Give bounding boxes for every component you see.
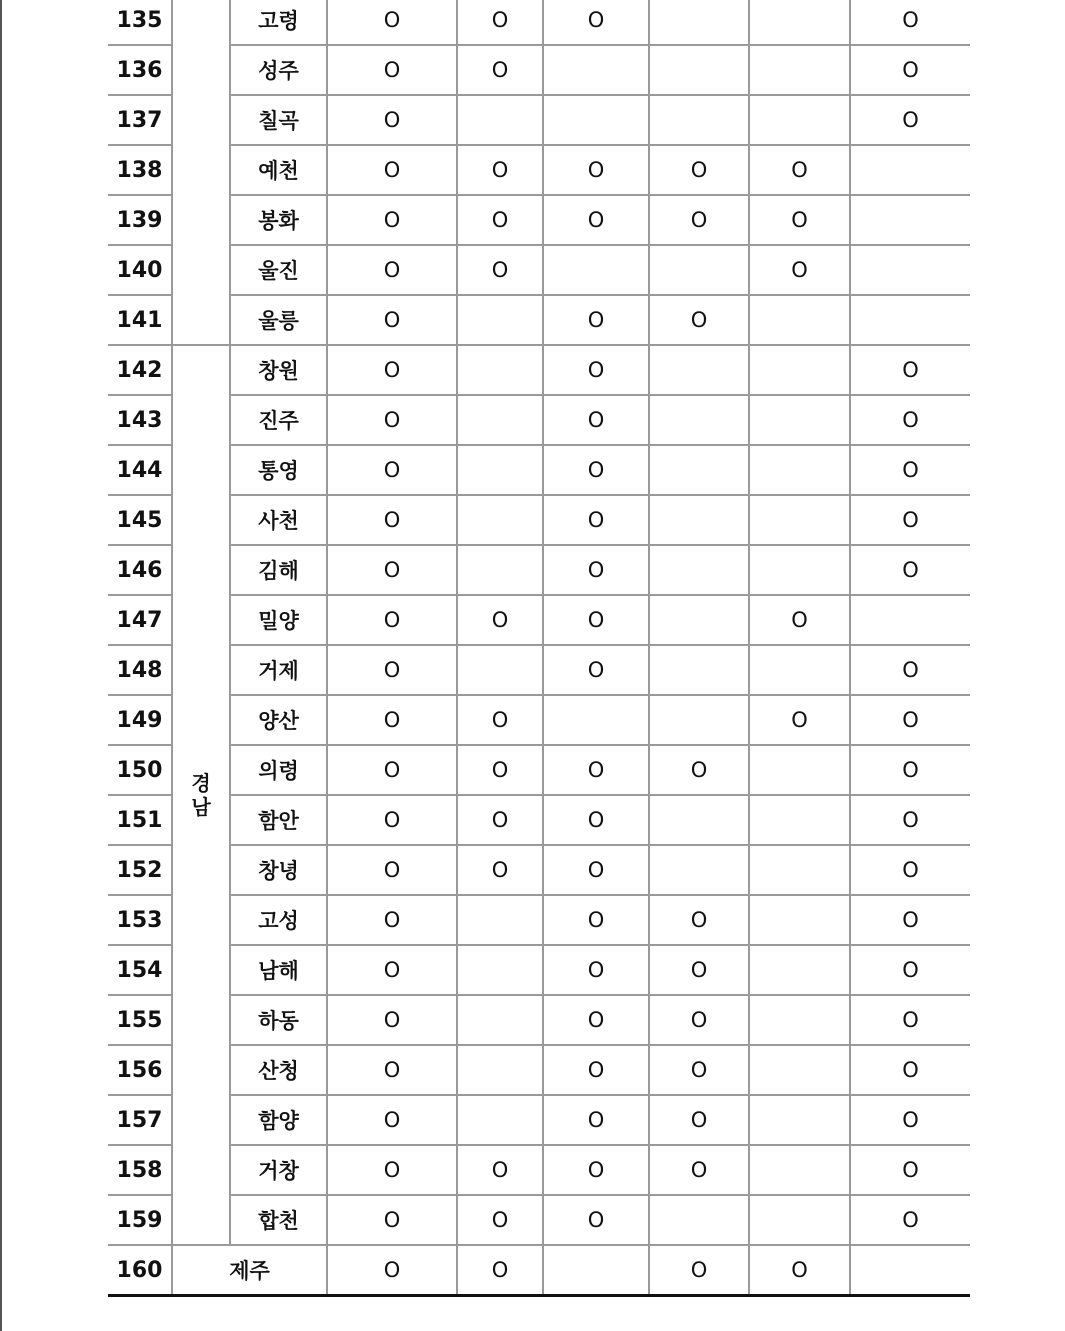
mark-cell: O (327, 795, 457, 845)
mark-cell: O (543, 1045, 649, 1095)
mark-cell (649, 845, 749, 895)
mark-cell: O (850, 0, 970, 45)
region-name: 울릉 (230, 295, 327, 345)
mark-cell: O (457, 195, 543, 245)
mark-cell: O (850, 1045, 970, 1095)
mark-cell: O (457, 845, 543, 895)
mark-cell: O (543, 0, 649, 45)
mark-cell: O (457, 0, 543, 45)
region-name: 사천 (230, 495, 327, 545)
mark-cell (850, 595, 970, 645)
mark-cell (749, 795, 850, 845)
mark-cell (749, 445, 850, 495)
region-name: 통영 (230, 445, 327, 495)
mark-cell (457, 995, 543, 1045)
mark-cell (543, 695, 649, 745)
mark-cell (749, 995, 850, 1045)
mark-cell (749, 745, 850, 795)
region-name: 울진 (230, 245, 327, 295)
table-row (108, 1145, 970, 1195)
mark-cell: O (850, 745, 970, 795)
mark-cell: O (543, 895, 649, 945)
mark-cell: O (850, 495, 970, 545)
table-row (108, 45, 970, 95)
table-row (108, 895, 970, 945)
row-number: 138 (108, 145, 172, 195)
mark-cell: O (649, 895, 749, 945)
mark-cell: O (457, 595, 543, 645)
mark-cell: O (649, 145, 749, 195)
table-row (108, 1045, 970, 1095)
table-row (108, 245, 970, 295)
mark-cell: O (543, 645, 649, 695)
mark-cell: O (649, 1145, 749, 1195)
mark-cell (749, 845, 850, 895)
mark-cell: O (850, 1145, 970, 1195)
region-name: 의령 (230, 745, 327, 795)
row-number: 147 (108, 595, 172, 645)
mark-cell: O (543, 145, 649, 195)
mark-cell: O (327, 895, 457, 945)
mark-cell: O (543, 395, 649, 445)
mark-cell: O (850, 1095, 970, 1145)
mark-cell (457, 95, 543, 145)
row-number: 142 (108, 345, 172, 395)
mark-cell: O (749, 195, 850, 245)
row-number: 157 (108, 1095, 172, 1145)
mark-cell (749, 0, 850, 45)
row-number: 139 (108, 195, 172, 245)
mark-cell (749, 295, 850, 345)
mark-cell (649, 495, 749, 545)
mark-cell: O (543, 195, 649, 245)
mark-cell: O (543, 1195, 649, 1245)
mark-cell (850, 195, 970, 245)
table-row (108, 345, 970, 395)
mark-cell: O (327, 1195, 457, 1245)
mark-cell (749, 895, 850, 945)
mark-cell (649, 0, 749, 45)
mark-cell: O (543, 345, 649, 395)
row-number: 144 (108, 445, 172, 495)
mark-cell (749, 395, 850, 445)
mark-cell (457, 945, 543, 995)
mark-cell: O (327, 345, 457, 395)
mark-cell: O (327, 245, 457, 295)
mark-cell: O (850, 1195, 970, 1245)
mark-cell (850, 295, 970, 345)
table-row (108, 845, 970, 895)
row-number: 151 (108, 795, 172, 845)
mark-cell: O (850, 895, 970, 945)
mark-cell: O (850, 945, 970, 995)
mark-cell (749, 45, 850, 95)
region-name: 합천 (230, 1195, 327, 1245)
row-number: 146 (108, 545, 172, 595)
row-number: 153 (108, 895, 172, 945)
mark-cell: O (543, 995, 649, 1045)
page-left-border (0, 0, 2, 1331)
region-name: 김해 (230, 545, 327, 595)
mark-cell (649, 545, 749, 595)
mark-cell: O (850, 45, 970, 95)
mark-cell: O (649, 945, 749, 995)
mark-cell (649, 795, 749, 845)
mark-cell: O (850, 845, 970, 895)
row-number: 160 (108, 1245, 172, 1296)
mark-cell: O (850, 95, 970, 145)
mark-cell: O (543, 745, 649, 795)
table-row (108, 445, 970, 495)
mark-cell: O (457, 745, 543, 795)
mark-cell (649, 1195, 749, 1245)
mark-cell (850, 1245, 970, 1296)
mark-cell: O (327, 45, 457, 95)
mark-cell: O (649, 1045, 749, 1095)
region-name: 고령 (230, 0, 327, 45)
table-row (108, 745, 970, 795)
region-name: 산청 (230, 1045, 327, 1095)
region-name: 창녕 (230, 845, 327, 895)
row-number: 143 (108, 395, 172, 445)
mark-cell (649, 445, 749, 495)
region-name: 진주 (230, 395, 327, 445)
mark-cell: O (327, 495, 457, 545)
table-row (108, 945, 970, 995)
region-name: 함안 (230, 795, 327, 845)
row-number: 158 (108, 1145, 172, 1195)
mark-cell (543, 95, 649, 145)
mark-cell: O (850, 695, 970, 745)
mark-cell: O (327, 1145, 457, 1195)
table-row (108, 545, 970, 595)
mark-cell: O (749, 695, 850, 745)
region-name: 하동 (230, 995, 327, 1045)
row-number: 156 (108, 1045, 172, 1095)
table-body (108, 0, 970, 1296)
table-row (108, 645, 970, 695)
table-row (108, 1195, 970, 1245)
mark-cell: O (649, 195, 749, 245)
mark-cell: O (649, 295, 749, 345)
table-row (108, 395, 970, 445)
mark-cell (649, 95, 749, 145)
table-row (108, 795, 970, 845)
mark-cell (649, 245, 749, 295)
mark-cell: O (457, 795, 543, 845)
mark-cell: O (327, 1045, 457, 1095)
row-number: 141 (108, 295, 172, 345)
region-name: 거제 (230, 645, 327, 695)
mark-cell (749, 1095, 850, 1145)
mark-cell: O (850, 645, 970, 695)
table-row (108, 695, 970, 745)
row-number: 145 (108, 495, 172, 545)
mark-cell: O (543, 1145, 649, 1195)
region-name: 봉화 (230, 195, 327, 245)
row-number: 137 (108, 95, 172, 145)
mark-cell: O (543, 845, 649, 895)
region-name: 고성 (230, 895, 327, 945)
row-number: 149 (108, 695, 172, 745)
mark-cell: O (850, 795, 970, 845)
mark-cell (457, 645, 543, 695)
region-name: 거창 (230, 1145, 327, 1195)
mark-cell (649, 695, 749, 745)
mark-cell: O (649, 1245, 749, 1296)
mark-cell: O (327, 845, 457, 895)
mark-cell (649, 345, 749, 395)
table-row (108, 995, 970, 1045)
mark-cell: O (543, 445, 649, 495)
mark-cell: O (327, 745, 457, 795)
row-number: 140 (108, 245, 172, 295)
region-name: 창원 (230, 345, 327, 395)
mark-cell (457, 1095, 543, 1145)
mark-cell: O (327, 645, 457, 695)
mark-cell (457, 545, 543, 595)
table-row (108, 95, 970, 145)
mark-cell: O (327, 545, 457, 595)
row-number: 152 (108, 845, 172, 895)
mark-cell (749, 1045, 850, 1095)
region-name: 함양 (230, 1095, 327, 1145)
mark-cell: O (543, 295, 649, 345)
mark-cell (649, 645, 749, 695)
mark-cell: O (850, 995, 970, 1045)
region-table (108, 0, 970, 1297)
mark-cell (749, 1195, 850, 1245)
row-number: 148 (108, 645, 172, 695)
mark-cell: O (850, 445, 970, 495)
mark-cell (749, 645, 850, 695)
mark-cell: O (327, 145, 457, 195)
mark-cell: O (327, 1095, 457, 1145)
mark-cell (649, 395, 749, 445)
mark-cell: O (543, 595, 649, 645)
mark-cell: O (649, 1095, 749, 1145)
mark-cell (457, 295, 543, 345)
table-row (108, 1095, 970, 1145)
mark-cell: O (457, 145, 543, 195)
region-name: 성주 (230, 45, 327, 95)
mark-cell: O (749, 1245, 850, 1296)
mark-cell (749, 545, 850, 595)
mark-cell: O (327, 95, 457, 145)
mark-cell (457, 345, 543, 395)
province-label: 경남 (191, 771, 211, 819)
mark-cell: O (850, 545, 970, 595)
row-number: 135 (108, 0, 172, 45)
mark-cell (649, 595, 749, 645)
mark-cell: O (749, 595, 850, 645)
mark-cell (850, 145, 970, 195)
row-number: 154 (108, 945, 172, 995)
row-number: 155 (108, 995, 172, 1045)
mark-cell (749, 345, 850, 395)
mark-cell (543, 245, 649, 295)
mark-cell: O (327, 0, 457, 45)
mark-cell: O (543, 495, 649, 545)
table-row (108, 595, 970, 645)
mark-cell (850, 245, 970, 295)
mark-cell: O (649, 995, 749, 1045)
mark-cell: O (749, 245, 850, 295)
mark-cell (457, 895, 543, 945)
province-cell (172, 345, 230, 1245)
table-row (108, 1245, 970, 1296)
mark-cell: O (543, 1095, 649, 1145)
region-name: 칠곡 (230, 95, 327, 145)
region-name: 예천 (230, 145, 327, 195)
mark-cell: O (850, 345, 970, 395)
table-row (108, 145, 970, 195)
table-row (108, 295, 970, 345)
mark-cell (543, 1245, 649, 1296)
row-number: 136 (108, 45, 172, 95)
mark-cell (543, 45, 649, 95)
province-cell (172, 0, 230, 345)
mark-cell: O (327, 595, 457, 645)
mark-cell (749, 95, 850, 145)
mark-cell: O (327, 695, 457, 745)
mark-cell: O (327, 395, 457, 445)
mark-cell (749, 1145, 850, 1195)
mark-cell: O (457, 45, 543, 95)
mark-cell: O (543, 795, 649, 845)
row-number: 150 (108, 745, 172, 795)
table-row (108, 0, 970, 45)
mark-cell: O (457, 1245, 543, 1296)
mark-cell (457, 495, 543, 545)
mark-cell: O (649, 745, 749, 795)
mark-cell (649, 45, 749, 95)
mark-cell: O (327, 445, 457, 495)
mark-cell: O (457, 1145, 543, 1195)
region-name: 제주 (172, 1245, 327, 1296)
mark-cell: O (457, 245, 543, 295)
region-name: 양산 (230, 695, 327, 745)
mark-cell: O (457, 1195, 543, 1245)
mark-cell: O (457, 695, 543, 745)
table-row (108, 495, 970, 545)
mark-cell: O (543, 945, 649, 995)
mark-cell (457, 395, 543, 445)
mark-cell: O (327, 195, 457, 245)
mark-cell: O (327, 295, 457, 345)
mark-cell: O (327, 945, 457, 995)
mark-cell (749, 495, 850, 545)
mark-cell: O (850, 395, 970, 445)
mark-cell: O (543, 545, 649, 595)
mark-cell (457, 445, 543, 495)
mark-cell: O (327, 995, 457, 1045)
table-row (108, 195, 970, 245)
row-number: 159 (108, 1195, 172, 1245)
region-name: 남해 (230, 945, 327, 995)
region-name: 밀양 (230, 595, 327, 645)
mark-cell (749, 945, 850, 995)
mark-cell: O (327, 1245, 457, 1296)
mark-cell (457, 1045, 543, 1095)
mark-cell: O (749, 145, 850, 195)
